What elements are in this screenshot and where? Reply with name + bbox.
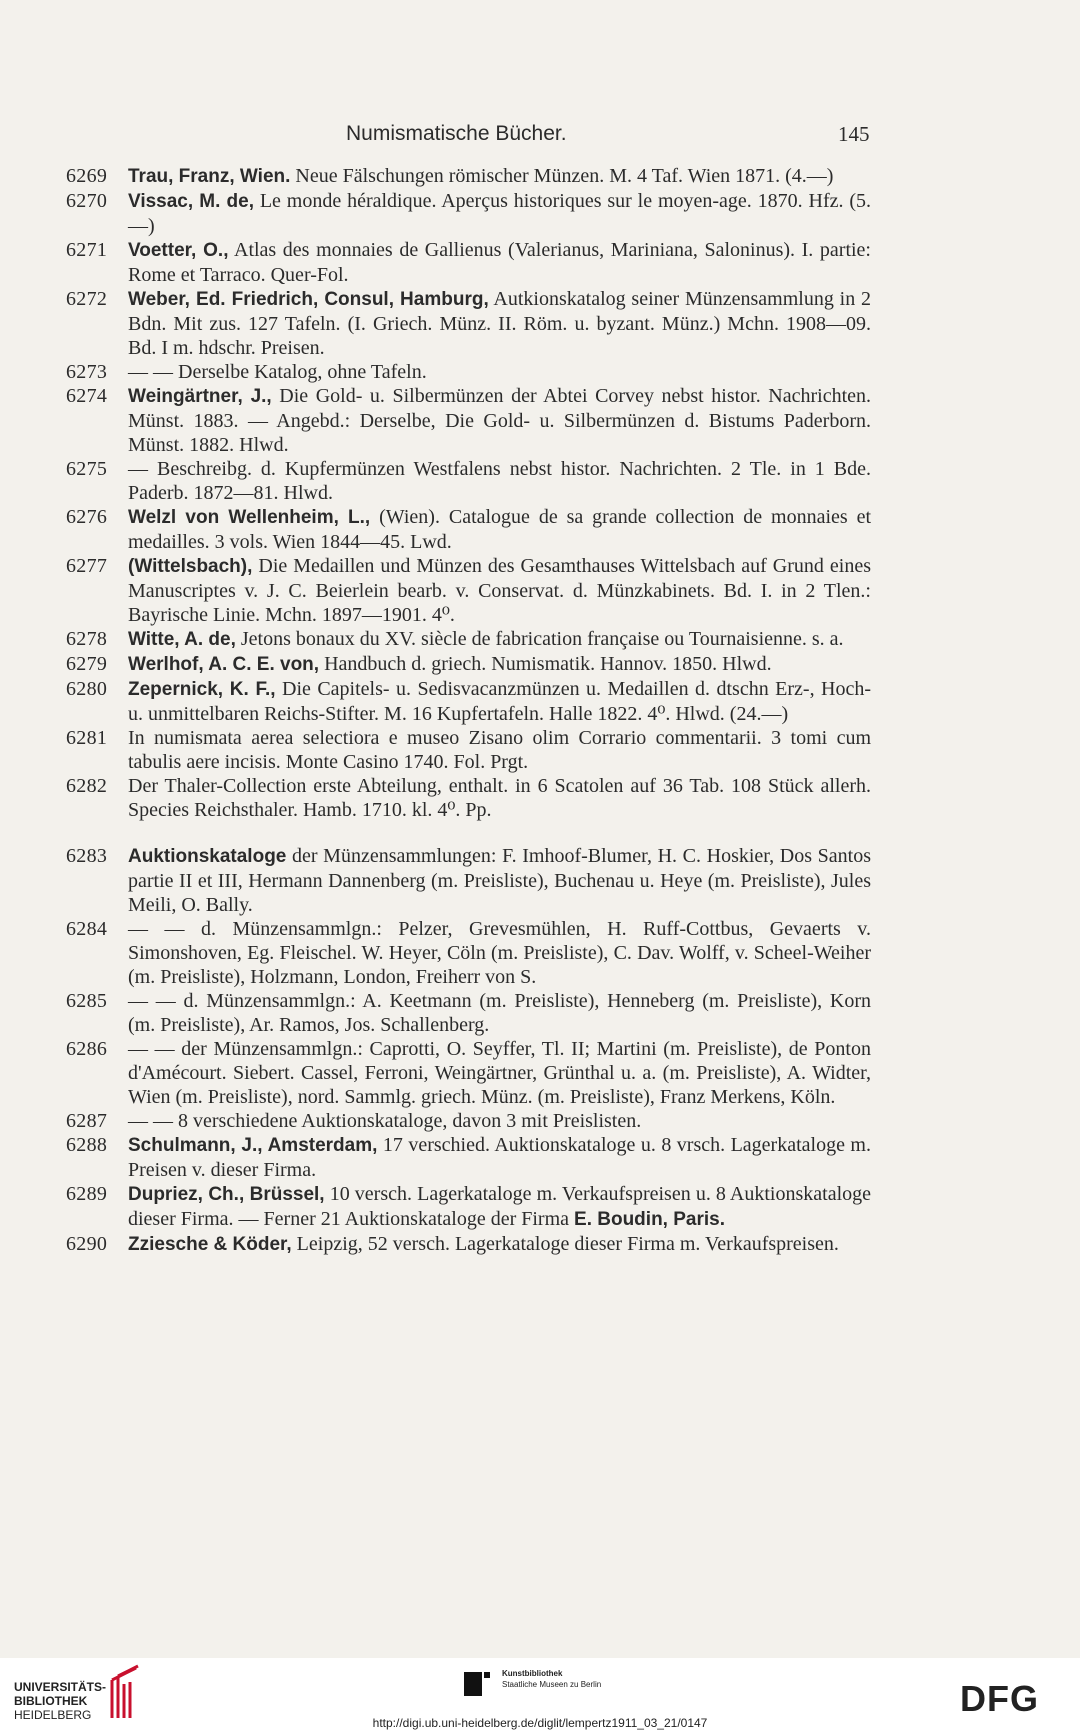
lot-number: 6282	[66, 775, 108, 797]
catalogue-entry	[66, 554, 871, 627]
entry-text: Leipzig, 52 versch. Lagerkataloge dieser Firma m. Verkaufspreisen.	[291, 1233, 839, 1255]
lot-number: 6283	[66, 845, 108, 867]
firm-name: E. Boudin, Paris.	[574, 1209, 725, 1230]
entry-description	[128, 1182, 871, 1232]
entry-description	[128, 1133, 871, 1182]
catalogue-entry	[66, 1109, 871, 1133]
author-name: Welzl von Wellenheim, L.,	[128, 507, 371, 528]
catalogue-entry	[66, 1182, 871, 1232]
dfg-logo[interactable]: DFG	[960, 1678, 1039, 1719]
lot-number: 6281	[66, 727, 108, 749]
catalogue-entry	[66, 989, 871, 1037]
entry-text: — — d. Münzensammlgn.: Pelzer, Grevesmühlen, H. Ruff-Cottbus, Gevaerts v. Simonshoven, Eg. Fleischel. W. Heyer, Cöln (m. Preisliste), C. Dav. Wolff, v. Scheel-Weiher (m. Preisliste), Holzmann, London, Freiherr von S.	[128, 918, 871, 988]
lot-number: 6272	[66, 288, 108, 310]
catalogue-entry	[66, 627, 871, 652]
lot-number: 6269	[66, 165, 108, 187]
author-name: Weingärtner, J.,	[128, 386, 272, 407]
entry-text: Handbuch d. griech. Numismatik. Hannov. 1850. Hlwd.	[319, 653, 772, 675]
entry-description	[128, 505, 871, 554]
entry-description	[128, 238, 871, 287]
entry-text: Die Medaillen und Münzen des Gesamthauses Wittelsbach auf Grund eines Manuscriptes v. J. C. Beierlein bearb. v. Conservat. d. Münzkabinets. Bd. I. in 2 Tlen.: Bayrische Linie. Mchn. 1897—1901. 4⁰.	[128, 555, 871, 626]
page-number: 145	[838, 122, 870, 146]
lot-number: 6274	[66, 385, 108, 407]
page-header	[0, 122, 1080, 152]
lot-number: 6270	[66, 190, 108, 212]
heidelberg-library-icon	[108, 1664, 142, 1720]
entry-description	[128, 652, 871, 677]
catalogue-entry	[66, 917, 871, 989]
author-name: Auktionskataloge	[128, 846, 287, 867]
entry-text: — — der Münzensammlgn.: Caprotti, O. Seyffer, Tl. II; Martini (m. Preisliste), de Ponton d'Amécourt. Siebert. Cassel, Ferroni, Weingärtner, Grünthal u. a. (m. Preisliste), A. Widter, Wien (m. Preisliste), nord. Sammlg. griech. Münz. (m. Preisliste), Franz Merkens, Köln.	[128, 1038, 871, 1108]
lot-number: 6273	[66, 361, 108, 383]
author-name: Zziesche & Köder,	[128, 1234, 292, 1255]
catalogue-entry	[66, 360, 871, 384]
entry-text: Jetons bonaux du XV. siècle de fabrication française ou Tournaisienne. s. a.	[235, 628, 844, 650]
entry-description	[128, 989, 871, 1037]
lot-number: 6271	[66, 239, 108, 261]
lot-number: 6275	[66, 458, 108, 480]
lot-number: 6280	[66, 678, 108, 700]
catalogue-entry	[66, 457, 871, 505]
heidelberg-library-logo-text[interactable]: UNIVERSITÄTS- BIBLIOTHEK HEIDELBERG	[14, 1680, 107, 1722]
entry-description	[128, 774, 871, 822]
entry-description	[128, 554, 871, 627]
author-name: Trau, Franz, Wien.	[128, 166, 291, 187]
lot-number: 6278	[66, 628, 108, 650]
catalogue-entry	[66, 652, 871, 677]
author-name: Dupriez, Ch., Brüssel,	[128, 1184, 325, 1205]
entry-text: Autkionskatalog seiner Münzensammlung in 2 Bdn. Mit zus. 127 Tafeln. (I. Griech. Münz. II. Röm. u. byzant. Münz.) Mchn. 1908—09. Bd. I m. hdschr. Preisen.	[128, 288, 871, 359]
entry-text: — — d. Münzensammlgn.: A. Keetmann (m. Preisliste), Henneberg (m. Preisliste), Korn (m. Preisliste), Ar. Ramos, Jos. Schallenberg.	[128, 990, 871, 1036]
entry-text: Atlas des monnaies de Gallienus (Valerianus, Mariniana, Saloninus). I. partie: Rome et Tarraco. Quer-Fol.	[128, 239, 871, 286]
catalogue-entry	[66, 238, 871, 287]
author-name: Werlhof, A. C. E. von,	[128, 654, 320, 675]
catalogue-entry	[66, 844, 871, 917]
lot-number: 6286	[66, 1038, 108, 1060]
entry-text: In numismata aerea selectiora e museo Zisano olim Corrario commentarii. 3 tomi cum tabulis aere incisis. Monte Casino 1740. Fol. Prgt.	[128, 727, 871, 773]
lot-number: 6276	[66, 506, 108, 528]
lot-number: 6289	[66, 1183, 108, 1205]
entry-text: Neue Fälschungen römischer Münzen. M. 4 Taf. Wien 1871. (4.—)	[290, 165, 834, 187]
lot-number: 6279	[66, 653, 108, 675]
catalogue-entry	[66, 189, 871, 238]
entry-description	[128, 457, 871, 505]
entry-text: Le monde héraldique. Aperçus historiques sur le moyen-age. 1870. Hfz. (5.—)	[128, 190, 871, 237]
lot-number: 6287	[66, 1110, 108, 1132]
entry-text: — — Derselbe Katalog, ohne Tafeln.	[128, 361, 427, 383]
author-name: Zepernick, K. F.,	[128, 679, 276, 700]
catalogue-entry	[66, 1037, 871, 1109]
catalogue-entry	[66, 1133, 871, 1182]
entry-text: der Münzensammlungen: F. Imhoof-Blumer, H. C. Hoskier, Dos Santos partie II et III, Hermann Dannenberg (m. Preisliste), Buchenau u. Heye (m. Preisliste), Jules Meili, O. Bally.	[128, 845, 871, 916]
entry-description	[128, 164, 871, 189]
entry-description	[128, 287, 871, 360]
catalogue-entry	[66, 677, 871, 726]
entry-text: Die Gold- u. Silbermünzen der Abtei Corvey nebst histor. Nachrichten. Münst. 1883. — Angebd.: Derselbe, Die Gold- u. Silbermünzen d. Bistums Paderborn. Münst. 1882. Hlwd.	[128, 385, 872, 456]
entry-text: 10 versch. Lagerkataloge m. Verkaufspreisen u. 8 Auktionskataloge dieser Firma. — Ferner 21 Auktionskataloge der Firma	[128, 1183, 872, 1230]
kunstbibliothek-logo-text[interactable]: Kunstbibliothek Staatliche Museen zu Berlin	[502, 1669, 602, 1689]
entry-text: Der Thaler-Collection erste Abteilung, enthalt. in 6 Scatolen auf 36 Tab. 108 Stück allerh. Species Reichsthaler. Hamb. 1710. kl. 4⁰. Pp.	[128, 775, 871, 821]
catalogue-entry	[66, 726, 871, 774]
entry-text: (Wien). Catalogue de sa grande collection de monnaies et medailles. 3 vols. Wien 1844—45. Lwd.	[128, 506, 871, 553]
entry-description	[128, 384, 871, 457]
lot-number: 6285	[66, 990, 108, 1012]
catalogue-entry	[66, 287, 871, 360]
entry-description	[128, 726, 871, 774]
entry-description	[128, 627, 871, 652]
running-title: Numismatische Bücher.	[346, 122, 567, 145]
catalogue-entries	[66, 164, 871, 1257]
entry-description	[128, 1109, 871, 1133]
entry-description	[128, 1037, 871, 1109]
entry-text: 17 verschied. Auktionskataloge u. 8 vrsch. Lagerkataloge m. Preisen v. dieser Firma.	[128, 1134, 871, 1181]
entry-text: Die Capitels- u. Sedisvacanzmünzen u. Medaillen d. dtschn Erz-, Hoch- u. unmittelbaren Reichs-Stifter. M. 16 Kupfertafeln. Halle 1822. 4⁰. Hlwd. (24.—)	[128, 678, 872, 725]
catalogue-entry	[66, 1232, 871, 1257]
lot-number: 6284	[66, 918, 108, 940]
catalogue-entry	[66, 164, 871, 189]
catalogue-entry	[66, 505, 871, 554]
author-name: Vissac, M. de,	[128, 191, 254, 212]
kunstbibliothek-icon	[462, 1668, 494, 1700]
entry-text: — Beschreibg. d. Kupfermünzen Westfalens nebst histor. Nachrichten. 2 Tle. in 1 Bde. Paderb. 1872—81. Hlwd.	[128, 458, 871, 504]
footer-bar	[0, 1658, 1080, 1736]
author-name: Witte, A. de,	[128, 629, 236, 650]
entry-description	[128, 1232, 871, 1257]
lot-number: 6290	[66, 1233, 108, 1255]
catalogue-entry	[66, 384, 871, 457]
entry-description	[128, 677, 871, 726]
entry-description	[128, 917, 871, 989]
entry-description	[128, 189, 871, 238]
author-name: Schulmann, J., Amsterdam,	[128, 1135, 378, 1156]
author-name: (Wittelsbach),	[128, 556, 253, 577]
permalink-url[interactable]: http://digi.ub.uni-heidelberg.de/diglit/lempertz1911_03_21/0147	[372, 1716, 708, 1730]
entry-text: — — 8 verschiedene Auktionskataloge, davon 3 mit Preislisten.	[128, 1110, 642, 1132]
author-name: Weber, Ed. Friedrich, Consul, Hamburg,	[128, 289, 489, 310]
entry-description	[128, 844, 871, 917]
lot-number: 6277	[66, 555, 108, 577]
author-name: Voetter, O.,	[128, 240, 229, 261]
lot-number: 6288	[66, 1134, 108, 1156]
catalogue-entry	[66, 774, 871, 822]
entry-description	[128, 360, 871, 384]
